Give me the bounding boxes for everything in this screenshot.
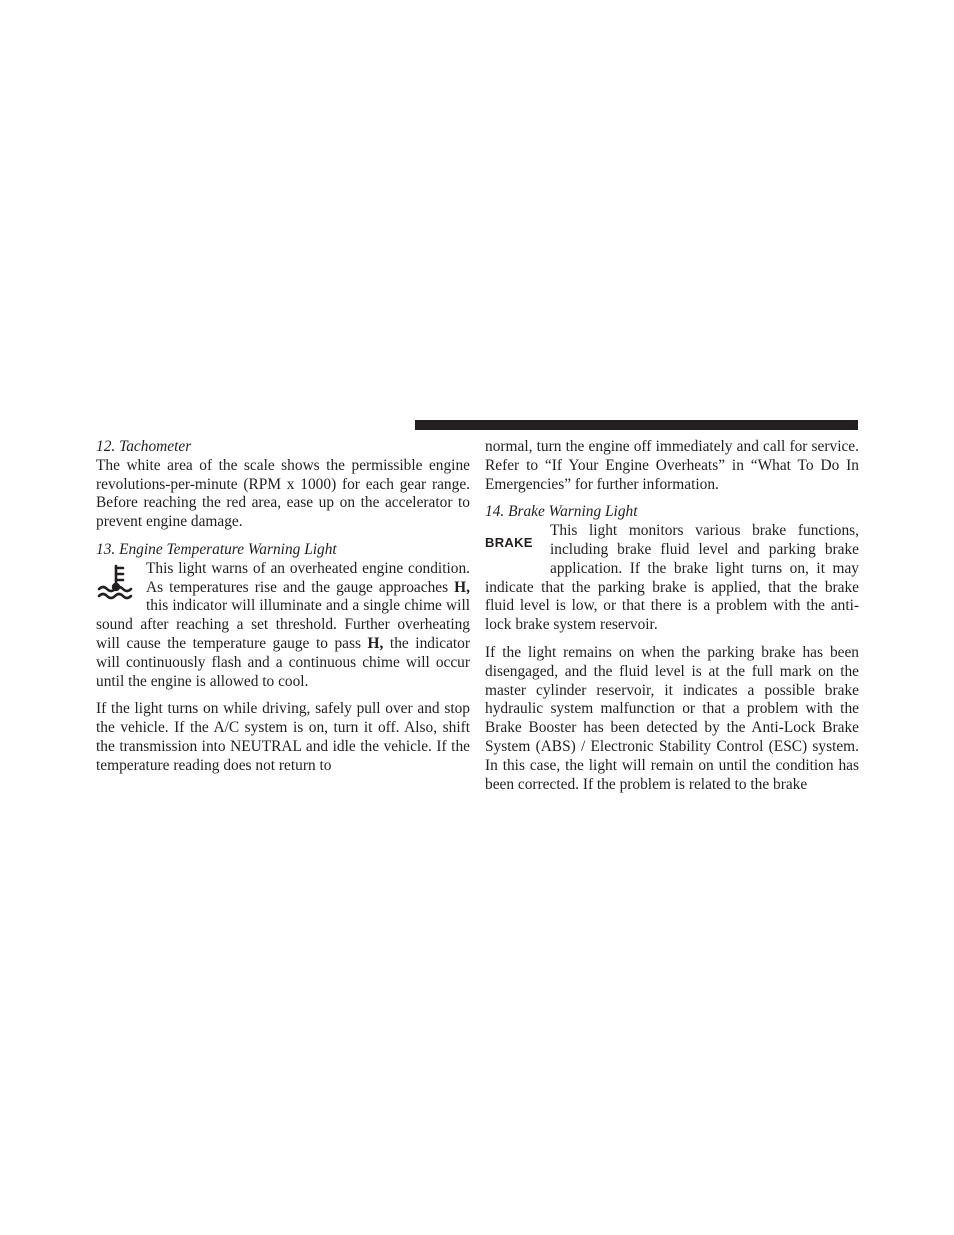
brake-text-2: If the light remains on when the parking brake has been disengaged, and the fluid level is at the full mark on the master cylinder reservoir, it indicates a possible brake hydraulic system malfunction or that a problem with the Brake Booster has been detected by the Anti-Lock Brake System (ABS) / Electronic Stability Control (ESC) system. In this case, the light will remain on until the condition has been corrected. If the problem is related to the brake bbox=[485, 643, 859, 793]
overheat-continued: normal, turn the engine off immediately and call for service. Refer to “If Your Engine Overheats” in “What To Do In Emergencies” for further information. bbox=[485, 438, 859, 493]
h-marker-1: H, bbox=[454, 578, 470, 596]
section-rule bbox=[415, 420, 858, 430]
tachometer-text: The white area of the scale shows the permissible engine revolutions-per-minute (RPM x 1000) for each gear range. Before reaching the red area, ease up on the accelerator to prevent engine damage. bbox=[96, 456, 470, 531]
left-column bbox=[96, 438, 470, 776]
engine-temp-heading: 13. Engine Temperature Warning Light bbox=[96, 540, 337, 558]
h-marker-2: H, bbox=[367, 634, 384, 652]
right-column bbox=[485, 438, 859, 794]
brake-heading: 14. Brake Warning Light bbox=[485, 503, 638, 521]
overheat-instructions: If the light turns on while driving, safely pull over and stop the vehicle. If the A/C system is on, turn it off. Also, shift the transmission into NEUTRAL and idle the vehicle. If the temperature reading does not return to bbox=[96, 700, 470, 774]
tachometer-heading: 12. Tachometer bbox=[96, 438, 192, 455]
engine-temp-text-a: This light warns of an overheated engine condition. As temperatures rise and the gauge approaches bbox=[146, 559, 470, 596]
engine-temp-text bbox=[96, 560, 470, 692]
brake-text bbox=[485, 522, 859, 635]
brake-warning-icon: BRAKE bbox=[485, 535, 533, 551]
engine-temperature-icon bbox=[96, 562, 138, 602]
engine-temp-text-b: this indicator will illuminate and a single chime will sound after reaching a set threshold. Further overheating will cause the temperature gauge to pass bbox=[96, 597, 470, 652]
brake-text-body: This light monitors various brake functions, including brake fluid level and parking brake application. If the brake light turns on, it may indicate that the parking brake is applied, that the brake fluid level is low, or that there is a problem with the anti-lock brake system reservoir. bbox=[485, 522, 859, 634]
engine-temp-text-c: the indicator will continuously flash and a continuous chime will occur until the engine is allowed to cool. bbox=[96, 634, 470, 690]
